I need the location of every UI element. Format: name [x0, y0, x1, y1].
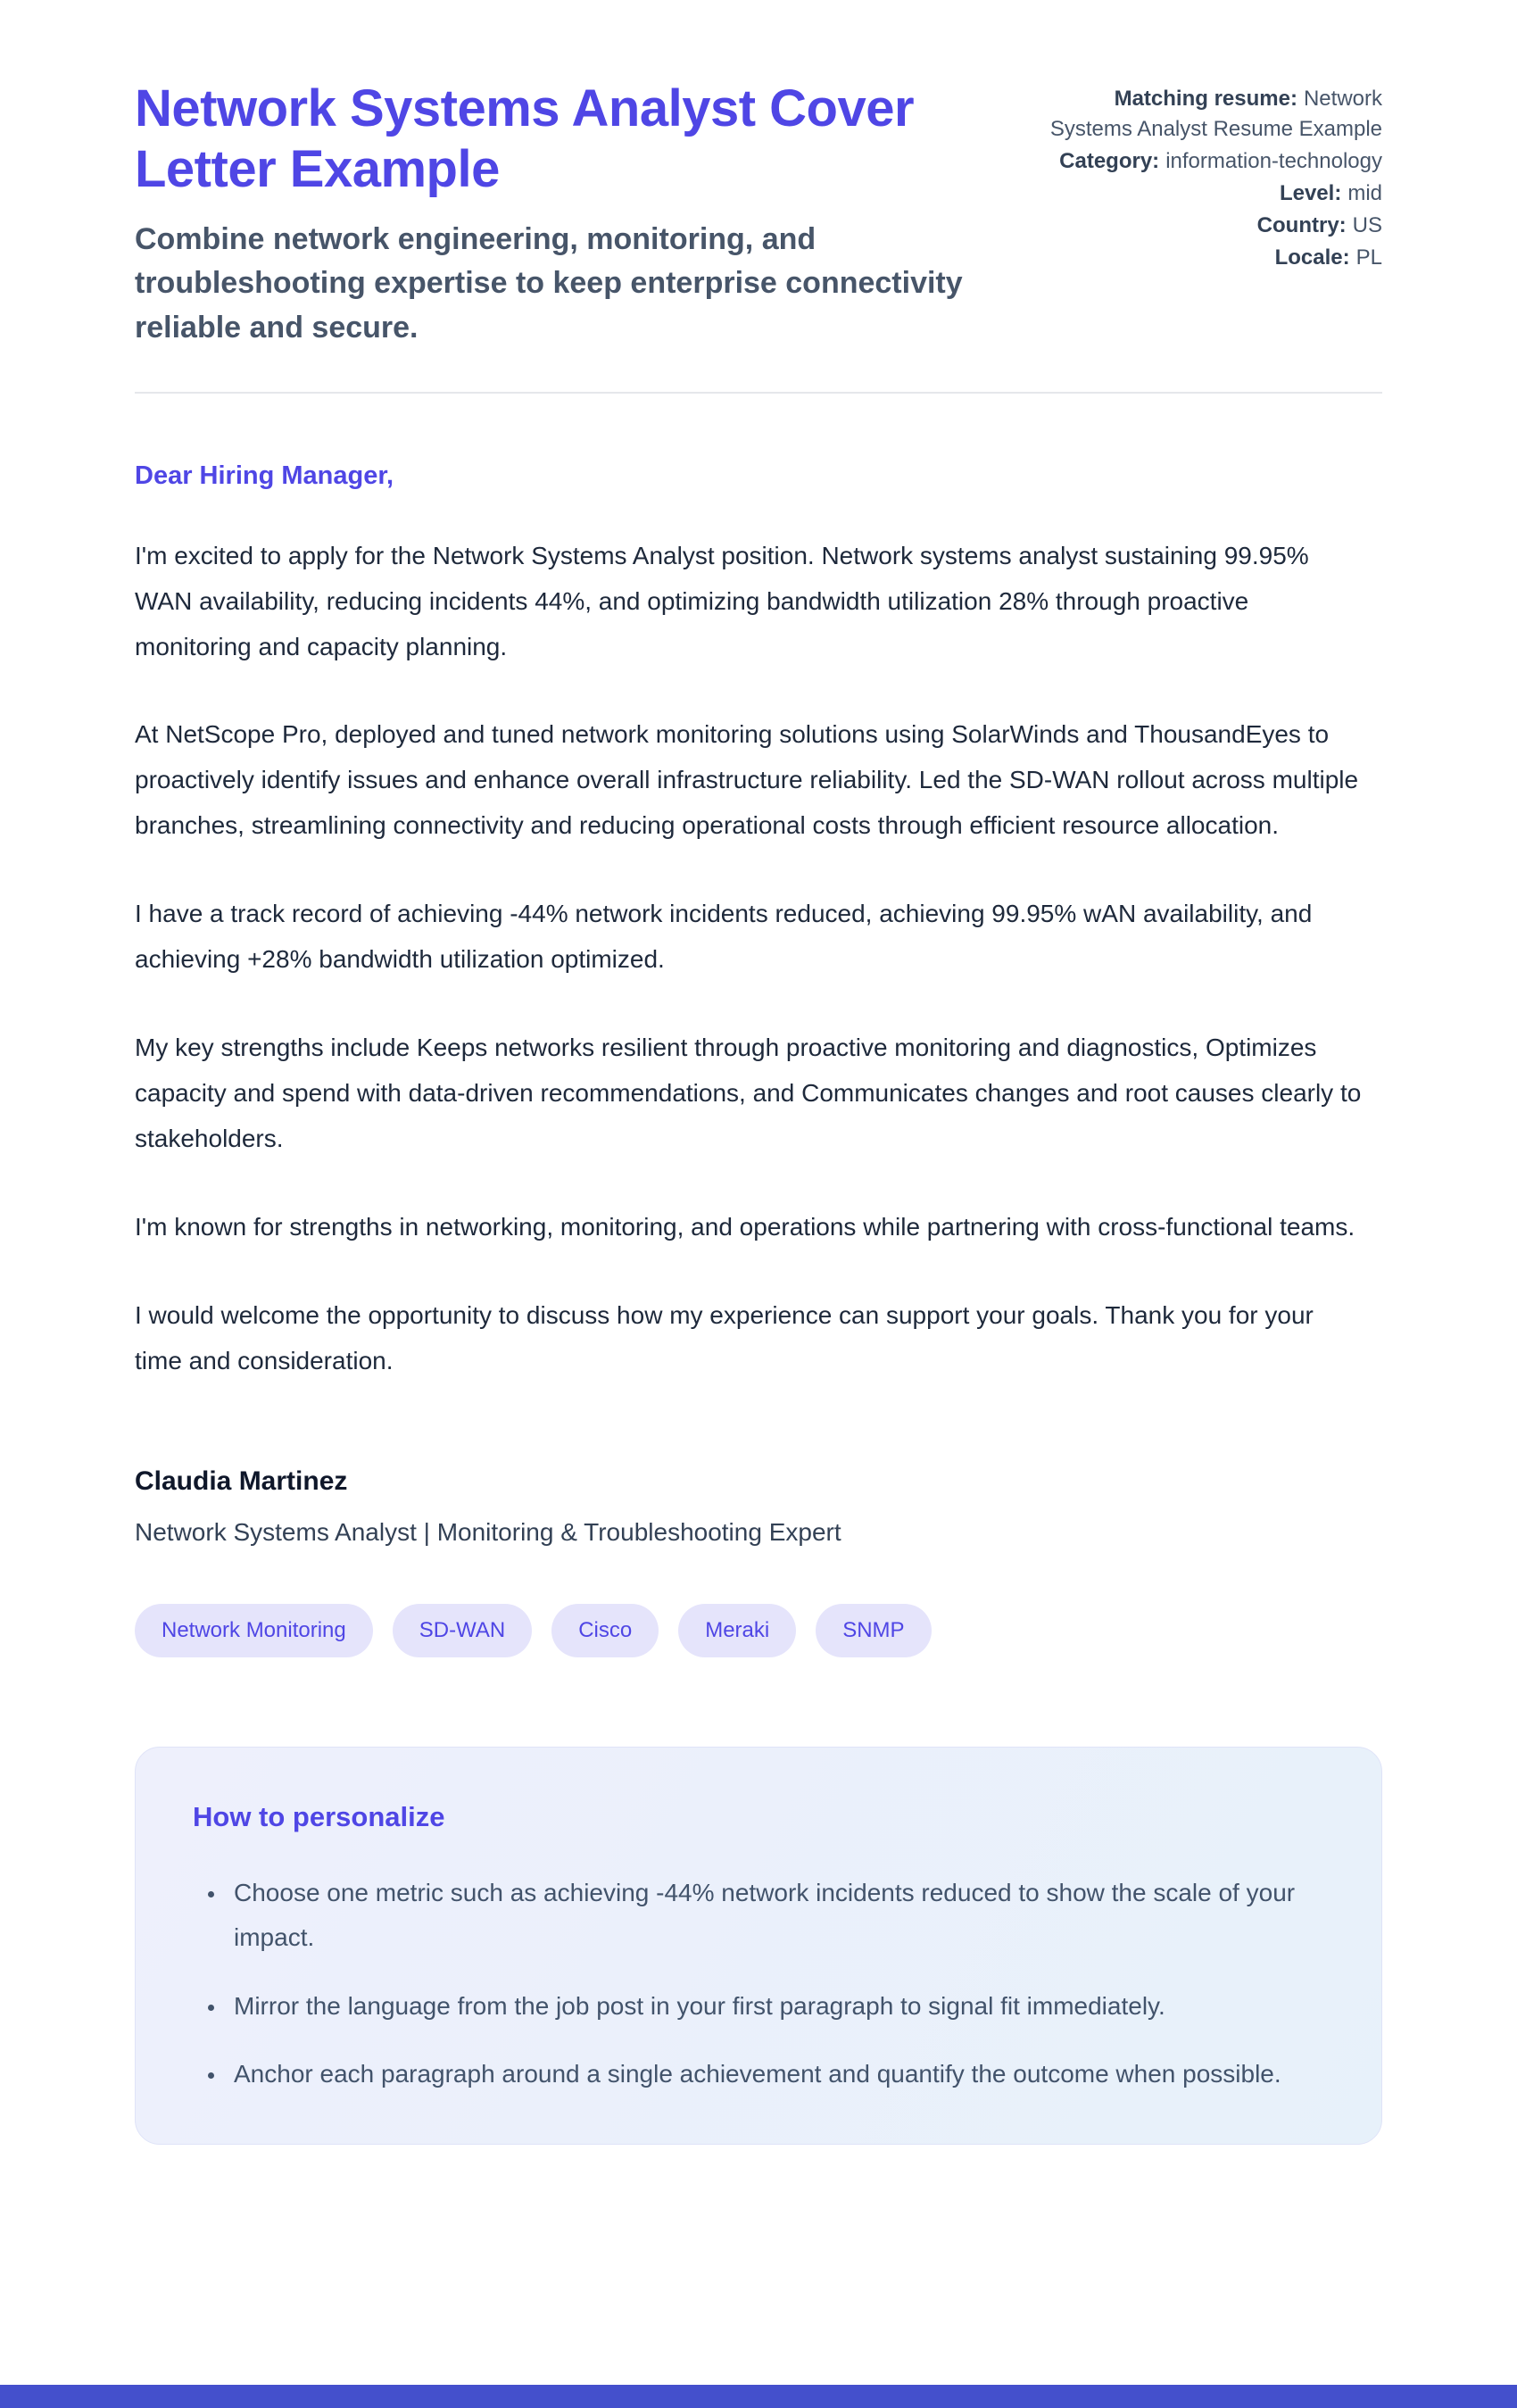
header-text-block — [135, 79, 1000, 351]
meta-value: PL — [1355, 245, 1382, 270]
letter-paragraph-6: I would welcome the opportunity to discuss how my experience can support your goals. Thank you for your time and consideration. — [135, 1301, 1314, 1374]
personalize-bullet-3: • Anchor each paragraph around a single achievement and quantify the outcome when possible. — [227, 2052, 1324, 2097]
page — [135, 0, 1382, 2252]
signature-role: Network Systems Analyst | Monitoring & Troubleshooting Expert — [135, 1517, 841, 1546]
meta-panel — [1032, 79, 1382, 275]
footer-bar — [0, 2385, 1517, 2408]
signature-name: Claudia Martinez — [135, 1466, 348, 1496]
meta-item-locale — [1032, 243, 1382, 273]
personalize-card — [135, 1747, 1382, 2145]
tag-pill-meraki[interactable]: Meraki — [678, 1604, 796, 1657]
meta-value: US — [1352, 213, 1382, 238]
tag-pill-cisco[interactable]: Cisco — [551, 1604, 659, 1657]
tag-pill-snmp[interactable]: SNMP — [816, 1604, 931, 1657]
tag-pill-network-monitoring[interactable]: Network Monitoring — [135, 1604, 373, 1657]
tag-list — [135, 1604, 1382, 1657]
meta-label: Country: — [1256, 213, 1347, 238]
letter-paragraph-5: I'm known for strengths in networking, monitoring, and operations while partnering with cross-functional teams. — [135, 1213, 1355, 1241]
meta-label: Matching resume: — [1114, 87, 1297, 111]
personalize-bullet-2: • Mirror the language from the job post in your first paragraph to signal fit immediately. — [227, 1984, 1324, 2029]
personalize-title: How to personalize — [193, 1800, 445, 1832]
meta-label: Level: — [1279, 181, 1342, 206]
letter-paragraph-2: At NetScope Pro, deployed and tuned network monitoring solutions using SolarWinds and ThousandEyes to proactively identify issues and enhance overall infrastructure reliability. Led the SD-WAN rollout across multiple branches, streamlining connectivity and reducing operational costs through efficient resource allocation. — [135, 720, 1359, 840]
signature-block — [135, 1466, 1382, 1547]
meta-value: information-technology — [1165, 149, 1382, 174]
meta-label: Locale: — [1274, 245, 1350, 270]
meta-value: Network Systems Analyst Resume Example — [1049, 87, 1382, 142]
page-title: Network Systems Analyst Cover Letter Example — [135, 79, 915, 198]
header-divider — [135, 392, 1382, 394]
meta-item-level — [1032, 179, 1382, 209]
letter-paragraph-3: I have a track record of achieving -44% network incidents reduced, achieving 99.95% wAN availability, and achieving +28% bandwidth utilization optimized. — [135, 900, 1313, 974]
personalize-list — [193, 1871, 1324, 2097]
meta-label: Category: — [1059, 149, 1160, 174]
letter-greeting: Dear Hiring Manager, — [135, 461, 394, 490]
meta-item-country — [1032, 211, 1382, 241]
letter-paragraph-1: I'm excited to apply for the Network Systems Analyst position. Network systems analyst sustaining 99.95% WAN availability, reducing incidents 44%, and optimizing bandwidth utilization 28% through proactive monitoring and capacity planning. — [135, 541, 1309, 660]
meta-item-category — [1032, 146, 1382, 177]
meta-item-matching-resume — [1032, 84, 1382, 145]
header — [135, 79, 1382, 351]
tag-pill-sd-wan[interactable]: SD-WAN — [393, 1604, 532, 1657]
letter-paragraph-4: My key strengths include Keeps networks resilient through proactive monitoring and diagnostics, Optimizes capacity and spend with data-driven recommendations, and Communicates changes and root causes clearly to stakeholders. — [135, 1034, 1362, 1153]
page-subtitle: Combine network engineering, monitoring, and troubleshooting expertise to keep enterprise connectivity reliable and secure. — [135, 221, 963, 345]
personalize-bullet-1: • Choose one metric such as achieving -44% network incidents reduced to show the scale of your impact. — [227, 1871, 1324, 1961]
meta-value: mid — [1347, 181, 1382, 206]
